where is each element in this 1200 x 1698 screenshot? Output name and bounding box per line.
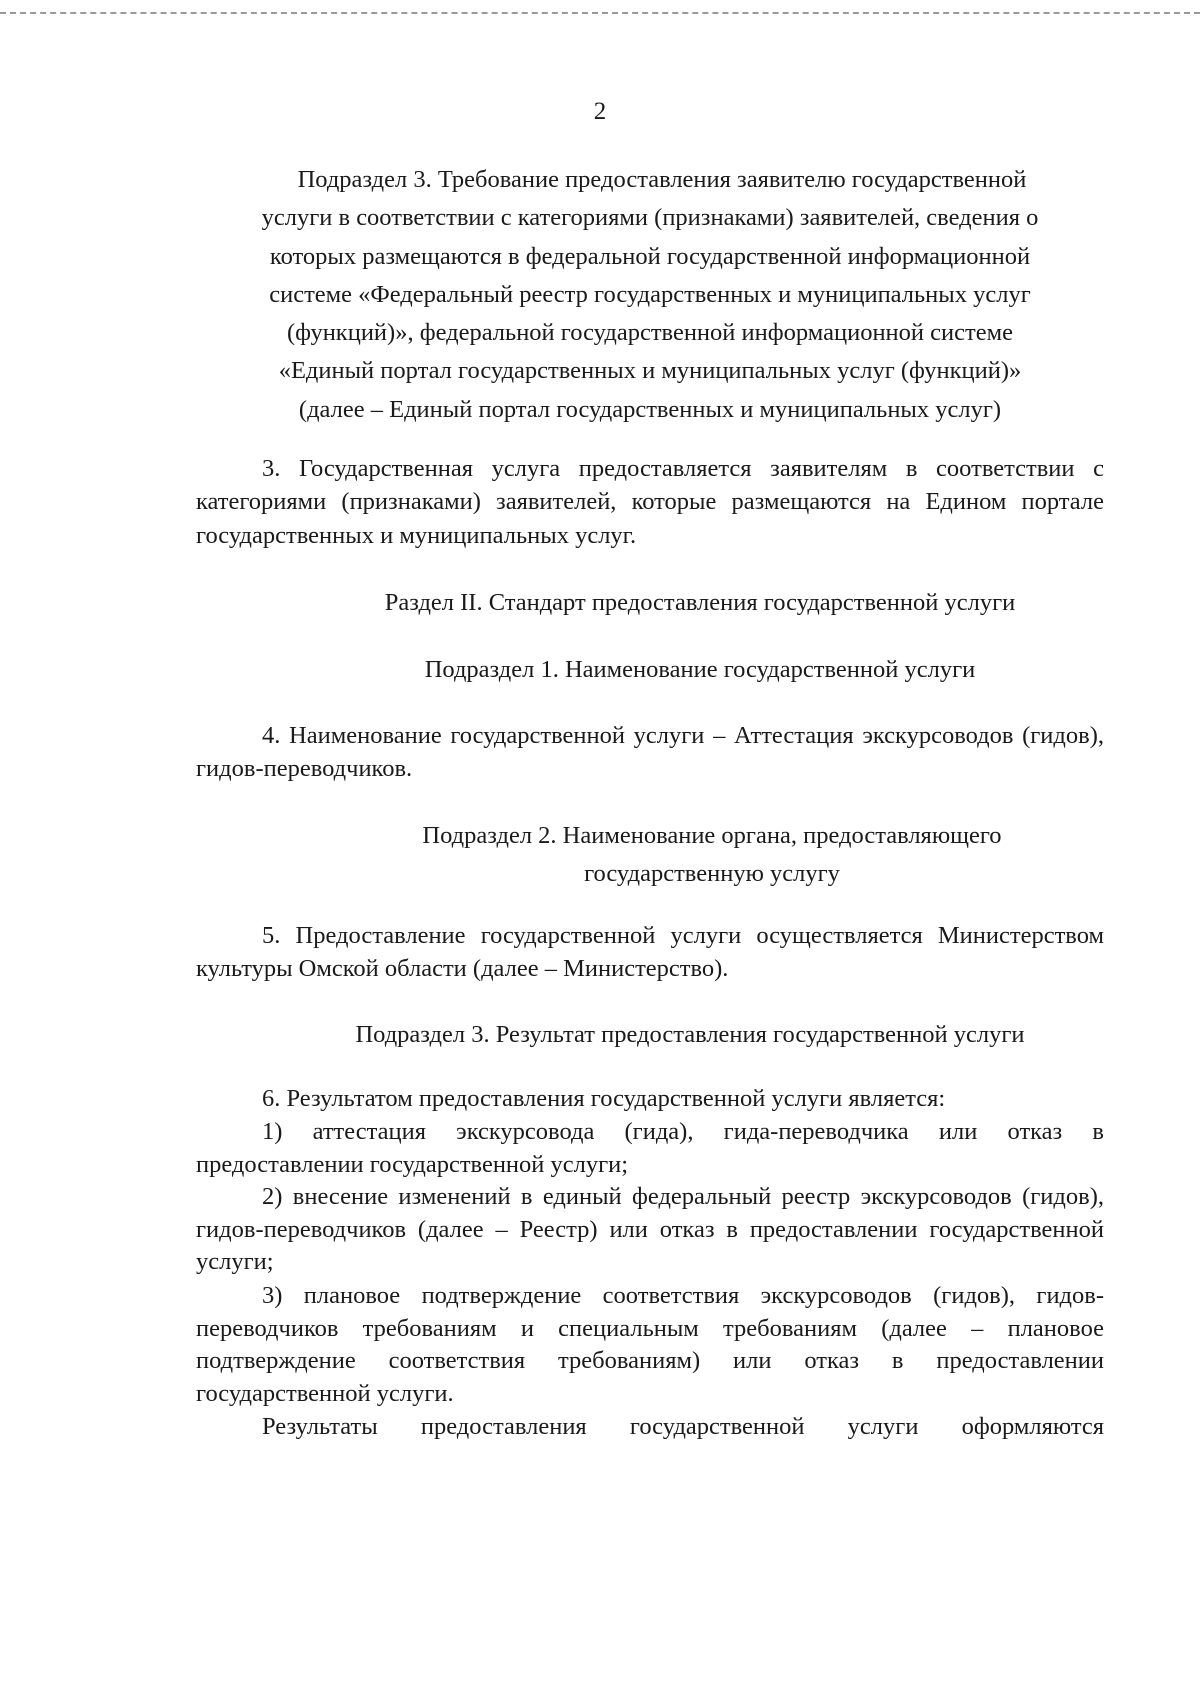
subsection-3-heading xyxy=(150,161,1150,429)
heading-line: (далее – Единый портал государственных и муниципальных услуг) xyxy=(298,395,1002,423)
paragraph-6-item-1: 1) аттестация экскурсовода (гида), гида-переводчика или отказ в предоставлении государственной услуги; xyxy=(196,1118,1104,1178)
heading-line: которых размещаются в федеральной государственной информационной xyxy=(269,242,1031,270)
heading-line: Подраздел 3. Требование предоставления заявителю государственной xyxy=(297,166,1027,193)
page-number: 2 xyxy=(593,98,607,125)
heading-line: услуги в соответствии с категориями (признаками) заявителей, сведения о xyxy=(261,204,1039,232)
heading-line: (функций)», федеральной государственной информационной системе xyxy=(287,319,1013,347)
section-2-heading: Раздел II. Стандарт предоставления государственной услуги xyxy=(384,589,1016,616)
scan-edge-line xyxy=(0,12,1200,14)
paragraph-4: 4. Наименование государственной услуги – Аттестация экскурсоводов (гидов), гидов-переводчиков. xyxy=(196,722,1104,783)
paragraph-6-intro: 6. Результатом предоставления государственной услуги является: xyxy=(262,1085,946,1112)
subsection-2-heading xyxy=(150,817,1150,894)
paragraph-3: 3. Государственная услуга предоставляется заявителям в соответствии с категориями (признаками) заявителей, которые размещаются на Едином портале государственных и муниципальных услуг. xyxy=(196,455,1104,549)
subsection-3-result-heading: Подраздел 3. Результат предоставления государственной услуги xyxy=(355,1021,1025,1048)
paragraph-6-results: Результаты предоставления государственной услуги оформляются xyxy=(262,1413,1104,1440)
paragraph-6-item-2: 2) внесение изменений в единый федеральный реестр экскурсоводов (гидов), гидов-переводчиков (далее – Реестр) или отказ в предоставлении государственной услуги; xyxy=(196,1183,1104,1275)
paragraph-5: 5. Предоставление государственной услуги осуществляется Министерством культуры Омской области (далее – Министерство). xyxy=(196,922,1104,983)
heading-line: «Единый портал государственных и муниципальных услуг (функций)» xyxy=(278,357,1022,385)
heading-line: системе «Федеральный реестр государственных и муниципальных услуг xyxy=(269,280,1031,308)
paragraph-6-item-3: 3) плановое подтверждение соответствия экскурсоводов (гидов), гидов-переводчиков требованиям и специальным требованиям (далее – плановое подтверждение соответствия требованиям) или отказ в предоставлении государственной услуги. xyxy=(196,1282,1104,1407)
heading-line: государственную услугу xyxy=(584,860,840,888)
heading-line: Подраздел 2. Наименование органа, предоставляющего xyxy=(422,822,1002,849)
subsection-1-heading: Подраздел 1. Наименование государственной услуги xyxy=(424,656,976,683)
